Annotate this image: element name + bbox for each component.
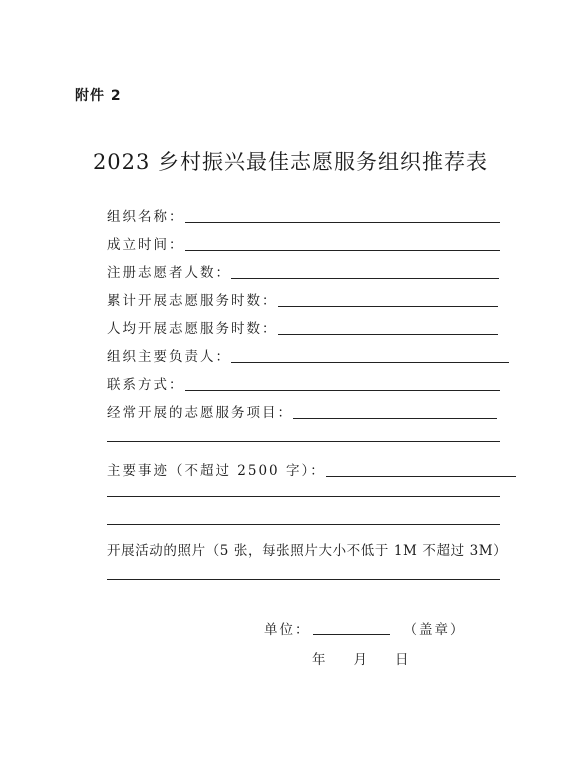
- founded-label: 成立时间：: [107, 237, 185, 253]
- leader-field[interactable]: [231, 361, 509, 363]
- projects-row: [107, 398, 497, 422]
- leader-row: [107, 342, 509, 366]
- org-name-label: 组织名称：: [107, 209, 185, 225]
- deeds-extra-line-1[interactable]: [107, 496, 500, 497]
- projects-label: 经常开展的志愿服务项目：: [107, 405, 293, 421]
- leader-label: 组织主要负责人：: [107, 349, 231, 365]
- unit-row: [264, 618, 466, 638]
- avg-hours-field[interactable]: [278, 333, 498, 335]
- deeds-field[interactable]: [326, 475, 516, 477]
- photos-line[interactable]: [107, 579, 500, 580]
- avg-hours-label: 人均开展志愿服务时数：: [107, 321, 278, 337]
- attachment-label: 附件 2: [75, 88, 122, 104]
- registered-label: 注册志愿者人数：: [107, 265, 231, 281]
- deeds-row: [107, 456, 516, 480]
- registered-row: [107, 258, 499, 282]
- unit-label: 单位：: [264, 622, 311, 638]
- total-hours-row: [107, 286, 498, 310]
- seal-label: （盖章）: [403, 622, 466, 638]
- org-name-field[interactable]: [185, 221, 500, 223]
- photos-label: 开展活动的照片（5 张，每张照片大小不低于 1M 不超过 3M）: [107, 543, 508, 559]
- deeds-label: 主要事迹（不超过 2500 字）：: [107, 463, 326, 479]
- total-hours-label: 累计开展志愿服务时数：: [107, 293, 278, 309]
- founded-field[interactable]: [185, 249, 500, 251]
- photos-row: [107, 536, 507, 560]
- date-year: 年: [312, 652, 326, 668]
- projects-field[interactable]: [293, 417, 497, 419]
- deeds-extra-line-2[interactable]: [107, 524, 500, 525]
- total-hours-field[interactable]: [278, 305, 498, 307]
- contact-row: [107, 370, 500, 394]
- unit-field[interactable]: [313, 634, 390, 635]
- org-name-row: [107, 202, 500, 226]
- form-title: 2023 乡村振兴最佳志愿服务组织推荐表: [92, 150, 489, 174]
- projects-extra-line[interactable]: [107, 441, 500, 442]
- date-row: [312, 648, 409, 668]
- avg-hours-row: [107, 314, 498, 338]
- registered-field[interactable]: [231, 277, 499, 279]
- contact-field[interactable]: [185, 389, 500, 391]
- date-day: 日: [395, 652, 409, 668]
- contact-label: 联系方式：: [107, 377, 185, 393]
- founded-row: [107, 230, 500, 254]
- date-month: 月: [353, 652, 367, 668]
